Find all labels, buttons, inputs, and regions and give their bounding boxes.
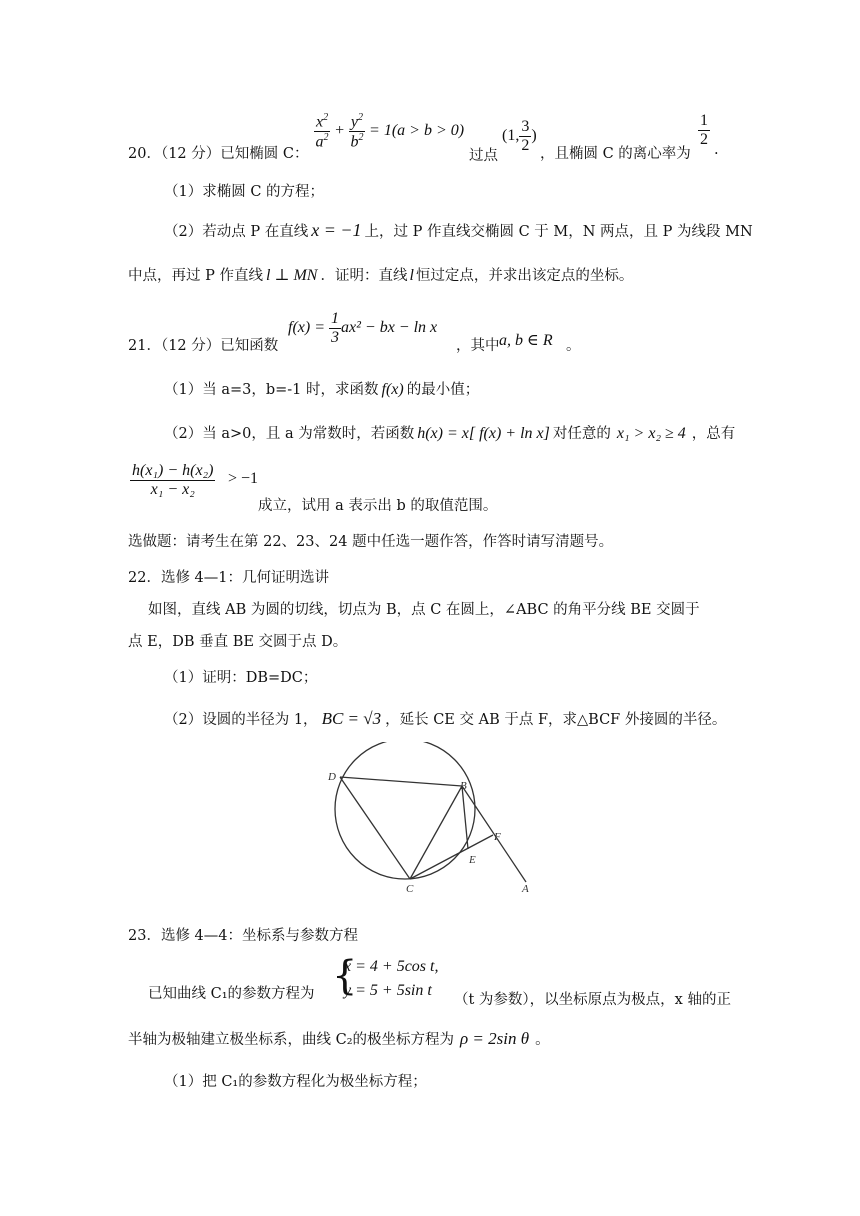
q22-title: 22．选修 4—1：几何证明选讲 [128, 570, 330, 586]
q22-part2: （2）设圆的半径为 1， BC = √3 ，延长 CE 交 AB 于点 F，求△BCF 外接圆的半径。 [164, 709, 727, 728]
label-E: E [469, 854, 476, 866]
q23-system-eq1: x = 4 + 5cos t, [344, 958, 439, 975]
q20-prefix: 20．（12 分）已知椭圆 C： [128, 146, 309, 162]
q21-where-eq: a, b ∈ R [499, 332, 553, 349]
q20-line-equation: x = −1 [311, 220, 362, 240]
label-A: A [522, 883, 529, 892]
segment-DB [340, 777, 462, 786]
q20-part1: （1）求椭圆 C 的方程； [164, 184, 325, 200]
q21-function: f(x) = $\frac{1}{3}$ ax² − bx − ln x [288, 310, 438, 346]
q20-pass-text: 过点 [469, 148, 498, 164]
system-brace: { [332, 953, 358, 999]
geometry-figure [318, 742, 558, 892]
q23-body-line2: 半轴为极轴建立极坐标系，曲线 C₂的极坐标方程为 ρ = 2sin θ 。 [128, 1029, 550, 1048]
q22-body-line2: 点 E，DB 垂直 BE 交圆于点 D。 [128, 634, 348, 650]
q20-eccentricity-value: $\frac{1}{2}$ [700, 112, 708, 148]
q20-part2-line1: （2）若动点 P 在直线 x = −1 上，过 P 作直线交椭圆 C 于 M，N 两点，且 P 为线段 MN [164, 220, 753, 240]
q23-part1: （1）把 C₁的参数方程化为极坐标方程； [164, 1074, 427, 1090]
q21-part1: （1）当 a=3，b=-1 时，求函数 f(x) 的最小值； [164, 381, 480, 398]
segment-DC [340, 777, 410, 879]
label-D: D [328, 771, 336, 783]
q21-prefix: 21．（12 分）已知函数 [128, 338, 279, 354]
q23-system-eq2: y = 5 + 5sin t [344, 982, 432, 999]
q20-point: (1, $\frac{3}{2}$ ) [502, 118, 537, 154]
q20-part2-line2: 中点，再过 P 作直线 l ⊥ MN ．证明：直线 l 恒过定点，并求出该定点的坐标。 [128, 267, 634, 284]
q21-where: ，其中 [456, 338, 500, 354]
q23-body-line1: 已知曲线 C₁的参数方程为 { x = 4 + 5cos t, y = 5 + 5sin t （t 为参数），以坐标原点为极点，x 轴的正 [148, 953, 731, 1008]
circle [335, 742, 475, 879]
q22-part1: （1）证明：DB=DC； [164, 670, 318, 686]
q22-body-line1: 如图，直线 AB 为圆的切线，切点为 B，点 C 在圆上，∠ABC 的角平分线 BE 交圆于 [148, 602, 700, 618]
segment-BE [462, 786, 468, 849]
optional-questions-note: 选做题：请考生在第 22、23、24 题中任选一题作答，作答时请写清题号。 [128, 534, 614, 550]
q20-ellipse-equation: $\frac{x^2}{a^2}$ + $\frac{y^2}{b^2}$ = 1(a > b > 0) [315, 112, 465, 151]
label-B: B [460, 780, 467, 792]
q20-eccentricity-text: ，且椭圆 C 的离心率为 [540, 146, 691, 162]
q20-perpendicular: l ⊥ MN [265, 267, 318, 284]
q21-part2-line1: （2）当 a>0，且 a 为常数时，若函数 h(x) = x[ f(x) + ln x] 对任意的 x₁ > x₂ ≥ 4 ，总有 [164, 425, 736, 442]
q23-title: 23．选修 4—4：坐标系与参数方程 [128, 928, 359, 944]
label-F: F [494, 831, 501, 843]
label-C: C [406, 883, 414, 892]
q21-difference-quotient: $\frac{\text{h(x₁) − h(x₂)}}{\text{x₁ − x₂}}$ [132, 462, 214, 498]
q20-end: . [714, 142, 719, 158]
